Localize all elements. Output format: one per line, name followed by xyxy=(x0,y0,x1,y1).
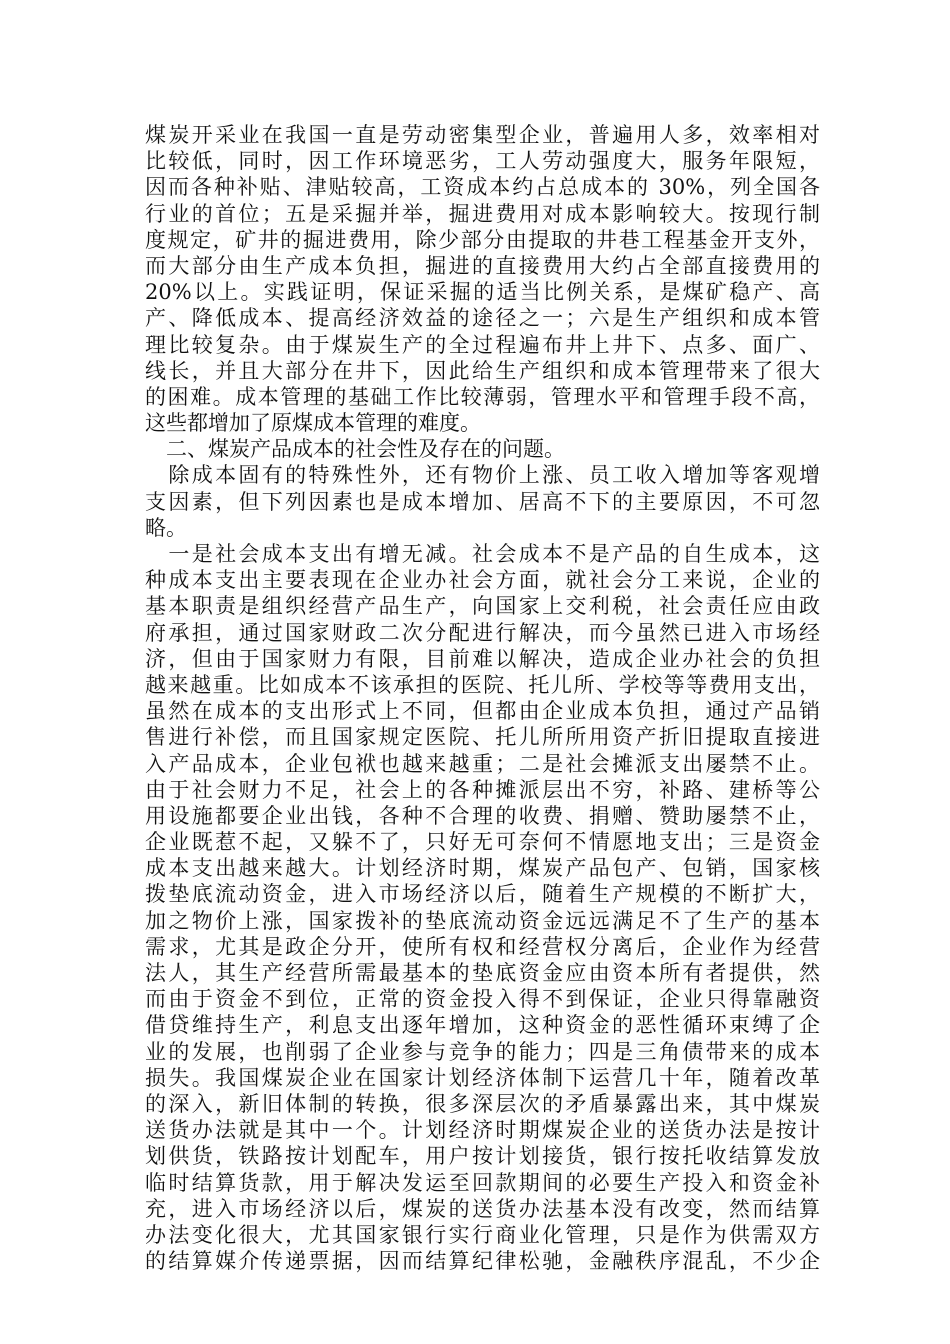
text-line: 府承担，通过国家财政二次分配进行解决，而今虽然已进入市场经 xyxy=(145,620,820,645)
text-line: 这些都增加了原煤成本管理的难度。 xyxy=(145,411,481,436)
text-line: 理比较复杂。由于煤炭生产的全过程遍布井上井下、点多、面广、 xyxy=(145,332,820,357)
text-line: 济，但由于国家财力有限，目前难以解决，造成企业办社会的负担 xyxy=(145,646,820,671)
text-line: 临时结算货款，用于解决发运至回款期间的必要生产投入和资金补 xyxy=(145,1170,820,1195)
text-line: 除成本固有的特殊性外，还有物价上涨、员工收入增加等客观增 xyxy=(145,463,820,488)
text-line: 需求，尤其是政企分开，使所有权和经营权分离后，企业作为经营 xyxy=(145,934,820,959)
text-line: 而大部分由生产成本负担，掘进的直接费用大约占全部直接费用的 xyxy=(145,253,820,278)
text-line: 法人，其生产经营所需最基本的垫底资金应由资本所有者提供，然 xyxy=(145,961,820,985)
text-line: 损失。我国煤炭企业在国家计划经济体制下运营几十年，随着改革 xyxy=(145,1065,820,1090)
text-line: 加之物价上涨，国家拨补的垫底流动资金远远满足不了生产的基本 xyxy=(145,908,820,933)
text-line: 越来越重。比如成本不该承担的医院、托儿所、学校等等费用支出， xyxy=(145,672,820,697)
text-line: 入产品成本，企业包袱也越来越重；二是社会摊派支出屡禁不止。 xyxy=(145,751,820,776)
text-line: 办法变化很大，尤其国家银行实行商业化管理，只是作为供需双方 xyxy=(145,1222,820,1247)
text-line: 20%以上。实践证明，保证采掘的适当比例关系，是煤矿稳产、高 xyxy=(145,280,820,305)
text-line: 的结算媒介传递票据，因而结算纪律松驰，金融秩序混乱，不少企 xyxy=(145,1249,820,1274)
text-line: 基本职责是组织经营产品生产，向国家上交利税，社会责任应由政 xyxy=(145,594,820,619)
text-line: 售进行补偿，而且国家规定医院、托儿所所用资产折旧提取直接进 xyxy=(145,725,820,750)
text-line: 二、煤炭产品成本的社会性及存在的问题。 xyxy=(145,437,565,462)
text-line: 划供货，铁路按计划配车，用户按计划接货，银行按托收结算发放 xyxy=(145,1144,820,1169)
text-line: 支因素，但下列因素也是成本增加、居高不下的主要原因，不可忽 xyxy=(145,489,820,514)
text-line: 借贷维持生产，利息支出逐年增加，这种资金的恶性循环束缚了企 xyxy=(145,1013,820,1038)
text-line: 行业的首位；五是采掘并举，掘进费用对成本影响较大。按现行制 xyxy=(145,201,820,226)
text-line: 一是社会成本支出有增无减。社会成本不是产品的自生成本，这 xyxy=(145,542,820,566)
text-line: 因而各种补贴、津贴较高，工资成本约占总成本的 30%，列全国各 xyxy=(145,175,820,200)
text-line: 煤炭开采业在我国一直是劳动密集型企业，普遍用人多，效率相对 xyxy=(145,123,820,147)
text-line: 产、降低成本、提高经济效益的途径之一；六是生产组织和成本管 xyxy=(145,306,820,331)
text-line: 成本支出越来越大。计划经济时期，煤炭产品包产、包销，国家核 xyxy=(145,856,820,881)
text-line: 虽然在成本的支出形式上不同，但都由企业成本负担，通过产品销 xyxy=(145,699,820,724)
text-line: 度规定，矿井的掘进费用，除少部分由提取的井巷工程基金开支外， xyxy=(145,227,820,252)
text-line: 拨垫底流动资金，进入市场经济以后，随着生产规模的不断扩大， xyxy=(145,882,820,907)
text-line: 由于社会财力不足，社会上的各种摊派层出不穷，补路、建桥等公 xyxy=(145,777,820,802)
body-text xyxy=(145,122,820,1274)
text-line: 用设施都要企业出钱，各种不合理的收费、捐赠、赞助屡禁不止， xyxy=(145,803,820,828)
text-line: 的深入，新旧体制的转换，很多深层次的矛盾暴露出来，其中煤炭 xyxy=(145,1091,820,1116)
text-line: 比较低，同时，因工作环境恶劣，工人劳动强度大，服务年限短， xyxy=(145,149,820,174)
text-line: 企业既惹不起，又躲不了，只好无可奈何不情愿地支出；三是资金 xyxy=(145,830,820,855)
text-line: 线长，并且大部分在井下，因此给生产组织和成本管理带来了很大 xyxy=(145,358,820,383)
text-line: 略。 xyxy=(145,515,187,540)
text-line: 而由于资金不到位，正常的资金投入得不到保证，企业只得靠融资 xyxy=(145,987,820,1012)
text-line: 充，进入市场经济以后，煤炭的送货办法基本没有改变，然而结算 xyxy=(145,1196,820,1221)
text-line: 送货办法就是其中一个。计划经济时期煤炭企业的送货办法是按计 xyxy=(145,1118,820,1143)
text-line: 业的发展，也削弱了企业参与竞争的能力；四是三角债带来的成本 xyxy=(145,1039,820,1064)
text-line: 的困难。成本管理的基础工作比较薄弱，管理水平和管理手段不高， xyxy=(145,384,820,409)
text-line: 种成本支出主要表现在企业办社会方面，就社会分工来说，企业的 xyxy=(145,568,820,593)
